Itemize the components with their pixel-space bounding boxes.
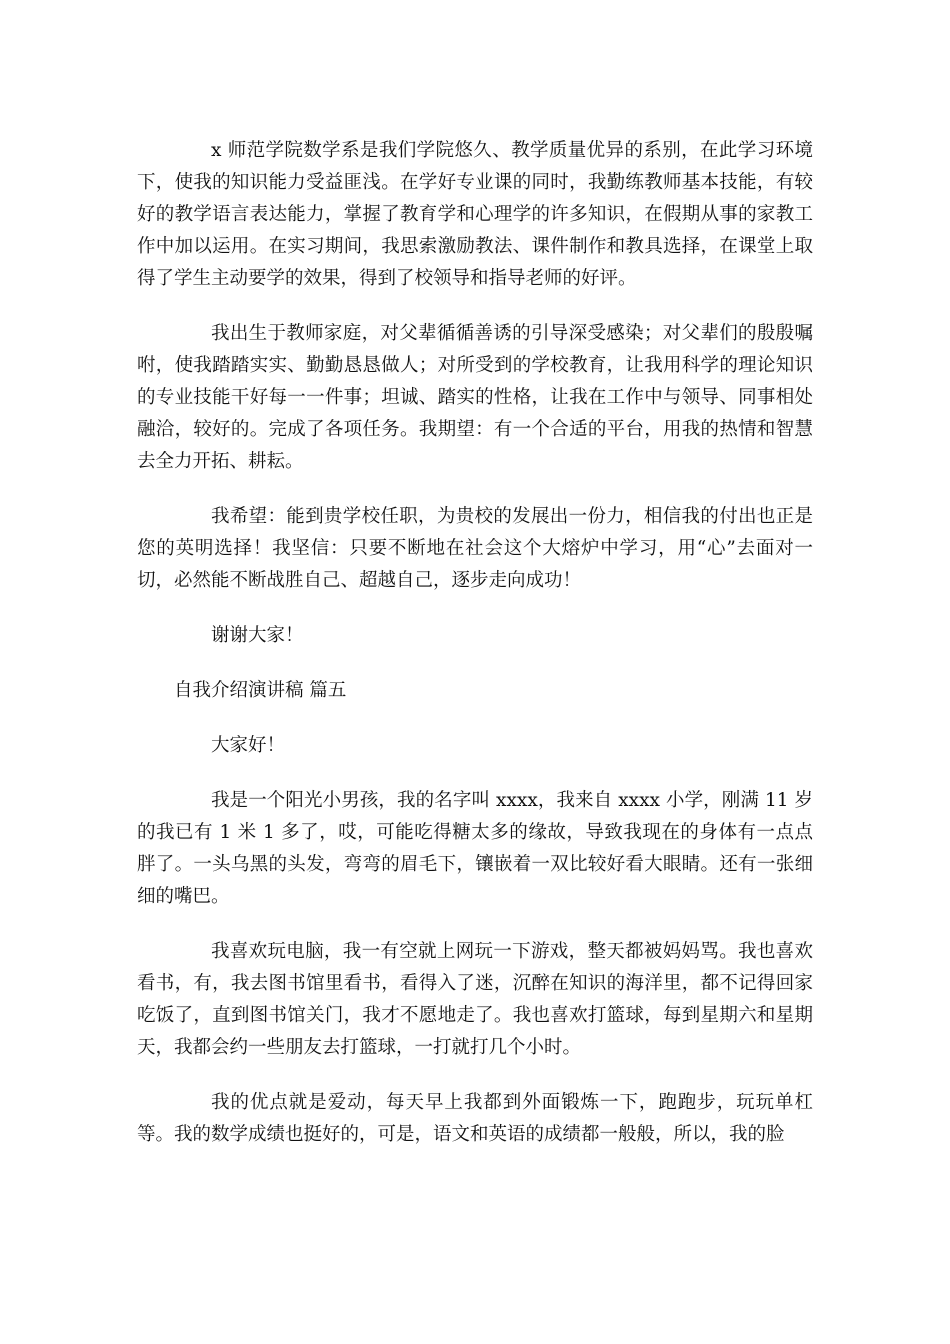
paragraph-greeting: 大家好！: [211, 735, 286, 756]
paragraph-strengths: 我的优点就是爱动，每天早上我都到外面锻炼一下，跑跑步，玩玩单杠等。我的数学成绩也挺好的，可是，语文和英语的成绩都一般般，所以，我的脸: [137, 1092, 813, 1145]
paragraph-hobbies: 我喜欢玩电脑，我一有空就上网玩一下游戏，整天都被妈妈骂。我也喜欢看书，有，我去图书馆里看书，看得入了迷，沉醉在知识的海洋里，都不记得回家吃饭了，直到图书馆关门，我才不愿地走了。我也喜欢打篮球，每到星期六和星期天，我都会约一些朋友去打篮球，一打就打几个小时。: [137, 941, 813, 1058]
document-body: [137, 135, 813, 1174]
paragraph-school: x 师范学院数学系是我们学院悠久、教学质量优异的系别，在此学习环境下，使我的知识能力受益匪浅。在学好专业课的同时，我勤练教师基本技能，有较好的教学语言表达能力，掌握了教育学和心理学的许多知识，在假期从事的家教工作中加以运用。在实习期间，我思索激励教法、课件制作和教具选择，在课堂上取得了学生主动要学的效果，得到了校领导和指导老师的好评。: [137, 140, 813, 289]
section-heading: 自我介绍演讲稿 篇五: [174, 680, 347, 701]
paragraph-thanks: 谢谢大家！: [211, 625, 304, 646]
paragraph-hope: 我希望：能到贵学校任职，为贵校的发展出一份力，相信我的付出也正是您的英明选择！我坚信：只要不断地在社会这个大熔炉中学习，用“心”去面对一切，必然能不断战胜自己、超越自己，逐步走向成功！: [137, 506, 813, 591]
paragraph-family: 我出生于教师家庭，对父辈循循善诱的引导深受感染；对父辈们的殷殷嘱咐，使我踏踏实实、勤勤恳恳做人；对所受到的学校教育，让我用科学的理论知识的专业技能干好每一一件事；坦诚、踏实的性格，让我在工作中与领导、同事相处融洽，较好的。完成了各项任务。我期望：有一个合适的平台，用我的热情和智慧去全力开拓、耕耘。: [137, 323, 813, 472]
paragraph-intro: 我是一个阳光小男孩，我的名字叫 xxxx，我来自 xxxx 小学，刚满 11 岁的我已有 1 米 1 多了，哎，可能吃得糖太多的缘故，导致我现在的身体有一点点胖了。一头乌黑的头发，弯弯的眉毛下，镶嵌着一双比较好看大眼睛。还有一张细细的嘴巴。: [137, 790, 813, 907]
